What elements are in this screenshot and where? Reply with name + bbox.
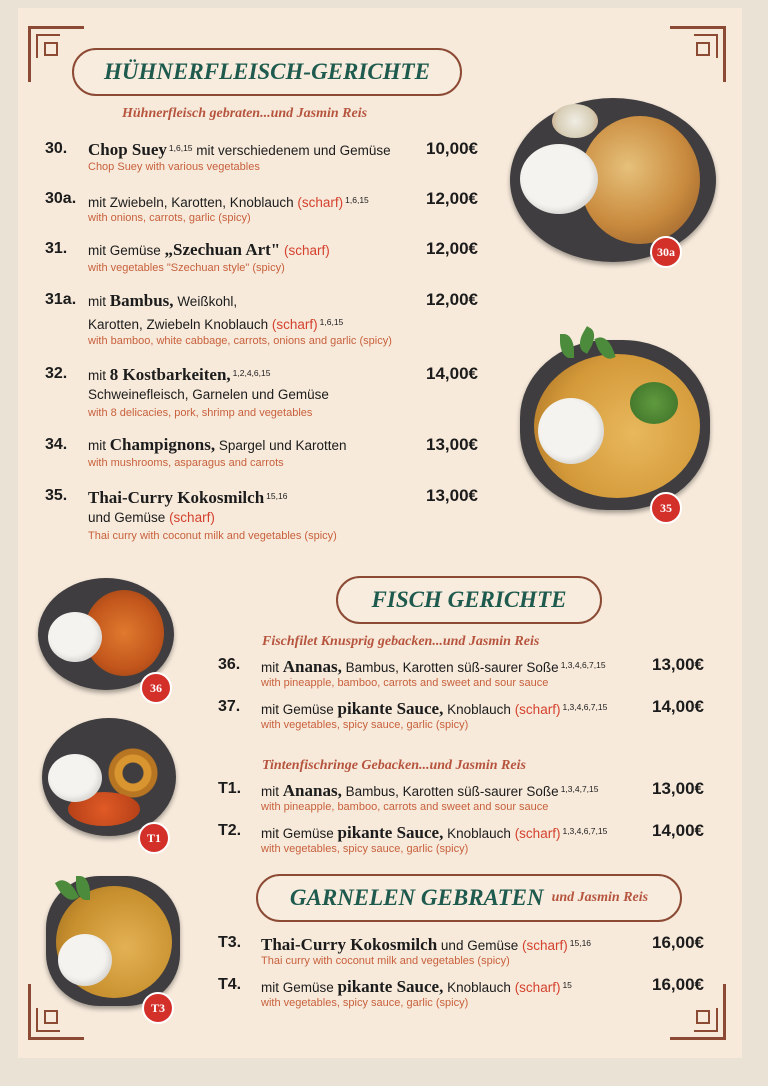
item-description [261, 975, 572, 998]
dish-photo-t3 [46, 876, 186, 1016]
spicy-label: (scharf) [521, 938, 568, 953]
item-price-35: 13,00€ [426, 486, 478, 505]
fish-subtitle: Fischfilet Knusprig gebacken...und Jasmin Reis [262, 634, 540, 649]
rice [520, 144, 598, 214]
item-text: mit [88, 368, 106, 383]
item-price-30a: 12,00€ [426, 189, 478, 208]
item-name: Ananas, [282, 781, 342, 800]
item-price-t1: 13,00€ [652, 779, 704, 798]
item-text-rest: und Gemüse [440, 938, 519, 953]
allergen-codes: 1,6,15 [319, 317, 344, 327]
fish-section-title [336, 576, 602, 624]
chicken-title-text: HÜHNERFLEISCH-GERICHTE [104, 59, 430, 84]
item-english: with vegetables, spicy sauce, garlic (spicy) [261, 997, 469, 1009]
allergen-codes: 15,16 [266, 491, 288, 501]
item-price-t2: 14,00€ [652, 821, 704, 840]
rice [48, 754, 102, 802]
item-price-37: 14,00€ [652, 697, 704, 716]
shrimp-title-small: und Jasmin Reis [551, 890, 649, 905]
item-description [88, 486, 287, 509]
rice [48, 612, 102, 662]
item-english: with vegetables, spicy sauce, garlic (spicy) [261, 843, 469, 855]
spicy-label: (scharf) [284, 243, 330, 258]
item-description-line2 [88, 508, 215, 528]
item-price-34: 13,00€ [426, 435, 478, 454]
allergen-codes: 15 [562, 980, 572, 990]
item-text: mit Gemüse [88, 243, 161, 258]
item-number: 32. [45, 365, 68, 382]
dish-badge-35: 35 [650, 492, 682, 524]
item-english: Thai curry with coconut milk and vegetables (spicy) [88, 530, 337, 542]
item-name: Chop Suey [88, 140, 167, 159]
fish-title-text: FISCH GERICHTE [371, 587, 567, 612]
item-description-line2 [88, 312, 343, 335]
dish-badge-t3: T3 [142, 992, 174, 1024]
item-description [88, 435, 346, 456]
item-english: with vegetables "Szechuan style" (spicy) [88, 262, 285, 274]
item-text: mit Gemüse [261, 702, 334, 717]
allergen-codes: 1,3,4,6,7,15 [562, 826, 608, 836]
item-description [261, 779, 599, 802]
item-name: Champignons, [109, 435, 216, 454]
item-english: with mushrooms, asparagus and carrots [88, 457, 284, 469]
allergen-codes: 1,6,15 [345, 195, 369, 205]
dish-photo-t1 [42, 718, 182, 848]
allergen-codes: 1,3,4,6,7,15 [562, 702, 608, 712]
shrimp-section-title [256, 874, 682, 922]
allergen-codes: 1,3,4,6,7,15 [560, 660, 606, 670]
item-text: mit [88, 294, 106, 309]
item-number: T1. [218, 780, 242, 797]
item-english: with 8 delicacies, pork, shrimp and vegetables [88, 407, 313, 419]
item-english: with pineapple, bamboo, carrots and sweet and sour sauce [261, 677, 549, 689]
chicken-subtitle: Hühnerfleisch gebraten...und Jasmin Reis [122, 106, 368, 121]
rice [538, 398, 604, 464]
item-description [261, 821, 607, 844]
item-text: mit Zwiebeln, Karotten, Knoblauch [88, 195, 294, 210]
spicy-label: (scharf) [297, 195, 344, 210]
item-text-rest: Weißkohl, [177, 294, 238, 309]
item-text-rest: Knoblauch [447, 826, 511, 841]
item-price-32: 14,00€ [426, 364, 478, 383]
spicy-label: (scharf) [271, 317, 318, 332]
item-name: pikante Sauce, [337, 823, 444, 842]
item-name: Bambus, [109, 291, 174, 310]
item-text: und Gemüse [88, 510, 166, 525]
item-number: 30. [45, 140, 68, 157]
item-description-line2: Schweinefleisch, Garnelen und Gemüse [88, 387, 329, 402]
item-english: with pineapple, bamboo, carrots and sweet and sour sauce [261, 801, 549, 813]
food-chicken-onion [580, 116, 700, 244]
item-number: 37. [218, 698, 241, 715]
item-description [261, 933, 591, 956]
item-name: Thai-Curry Kokosmilch [261, 935, 438, 954]
item-name: „Szechuan Art" [164, 240, 281, 259]
item-text: mit Gemüse [261, 826, 334, 841]
menu-page [18, 8, 742, 1058]
dish-photo-30a [510, 98, 720, 266]
item-text: Karotten, Zwiebeln Knoblauch [88, 317, 269, 332]
item-number: 35. [45, 487, 68, 504]
item-english: with bamboo, white cabbage, carrots, onions and garlic (spicy) [88, 335, 392, 347]
item-number: T4. [218, 976, 242, 993]
item-number: 34. [45, 436, 68, 453]
dish-photo-35 [520, 328, 716, 518]
item-price-t3: 16,00€ [652, 933, 704, 952]
item-english: with onions, carrots, garlic (spicy) [88, 212, 251, 224]
item-description [88, 291, 237, 312]
item-text: mit [88, 438, 106, 453]
spicy-label: (scharf) [514, 702, 561, 717]
item-text-rest: Bambus, Karotten süß-saurer Soße [345, 784, 559, 799]
shrimp-title-text: GARNELEN GEBRATEN [289, 885, 544, 910]
chicken-section-title [72, 48, 462, 96]
item-number: 31. [45, 240, 68, 257]
item-description [88, 190, 369, 213]
dish-badge-36: 36 [140, 672, 172, 704]
item-price-t4: 16,00€ [652, 975, 704, 994]
item-number: 36. [218, 656, 241, 673]
food-cabbage [552, 104, 598, 138]
item-text-rest: Bambus, Karotten süß-saurer Soße [345, 660, 559, 675]
item-text-rest: Spargel und Karotten [218, 438, 347, 453]
item-name: 8 Kostbarkeiten, [109, 365, 231, 384]
rice [58, 934, 112, 986]
dish-badge-30a: 30a [650, 236, 682, 268]
item-text: mit [261, 660, 279, 675]
item-price-36: 13,00€ [652, 655, 704, 674]
dish-badge-t1: T1 [138, 822, 170, 854]
food-broccoli [630, 382, 678, 424]
item-english: Thai curry with coconut milk and vegetables (spicy) [261, 955, 510, 967]
item-number: T3. [218, 934, 242, 951]
item-price-31a: 12,00€ [426, 290, 478, 309]
item-description [261, 697, 607, 720]
item-description [88, 240, 330, 261]
item-text: mit verschiedenem und Gemüse [196, 143, 391, 158]
allergen-codes: 1,2,4,6,15 [232, 368, 271, 378]
spicy-label: (scharf) [169, 510, 215, 525]
item-english: with vegetables, spicy sauce, garlic (spicy) [261, 719, 469, 731]
item-number: T2. [218, 822, 242, 839]
spicy-label: (scharf) [514, 980, 561, 995]
item-name: Thai-Curry Kokosmilch [88, 488, 265, 507]
item-price-31: 12,00€ [426, 239, 478, 258]
item-text: mit Gemüse [261, 980, 334, 995]
corner-ornament-top-right [670, 26, 726, 82]
allergen-codes: 1,3,4,7,15 [560, 784, 599, 794]
item-number: 30a. [45, 190, 77, 207]
item-text: mit [261, 784, 279, 799]
item-text-rest: Knoblauch [447, 980, 511, 995]
dish-photo-36 [38, 578, 178, 704]
allergen-codes: 1,6,15 [168, 143, 193, 153]
allergen-codes: 15,16 [569, 938, 592, 948]
item-description [88, 138, 391, 161]
item-description [88, 363, 270, 386]
item-name: pikante Sauce, [337, 977, 444, 996]
squid-subtitle: Tintenfischringe Gebacken...und Jasmin Reis [262, 758, 526, 773]
item-text-rest: Knoblauch [447, 702, 511, 717]
item-english: Chop Suey with various vegetables [88, 161, 260, 173]
item-number: 31a. [45, 291, 77, 308]
item-price-30: 10,00€ [426, 139, 478, 158]
item-description [261, 655, 606, 678]
item-name: Ananas, [282, 657, 342, 676]
spicy-label: (scharf) [514, 826, 561, 841]
item-name: pikante Sauce, [337, 699, 444, 718]
